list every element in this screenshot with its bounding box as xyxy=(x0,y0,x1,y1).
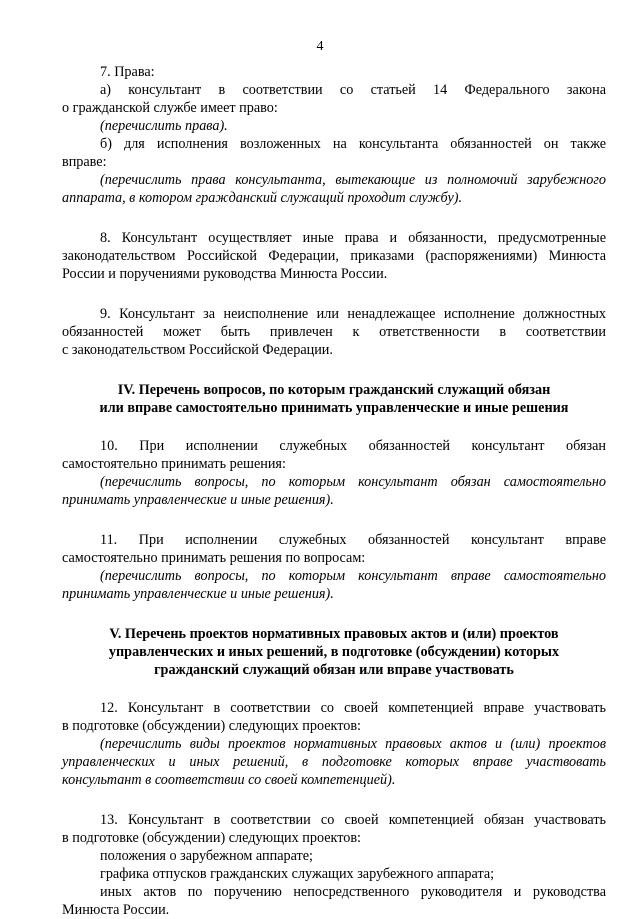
section-11 xyxy=(62,531,606,603)
section-11-line2: самостоятельно принимать решения по вопросам: xyxy=(62,550,366,566)
section-9-line3: с законодательством Российской Федерации. xyxy=(62,342,333,358)
document-body xyxy=(62,63,606,919)
heading-v-line3: гражданский служащий обязан или вправе участвовать xyxy=(154,662,514,678)
section-13-item1: положения о зарубежном аппарате; xyxy=(100,848,313,864)
section-7 xyxy=(62,63,606,207)
section-12-note-line1: (перечислить виды проектов нормативных правовых актов и (или) проектов xyxy=(100,736,606,752)
section-11-note-line1: (перечислить вопросы, по которым консультант вправе самостоятельно xyxy=(100,568,606,584)
heading-section-v xyxy=(62,625,606,679)
section-7-a-line1: а) консультант в соответствии со статьей 14 Федерального закона xyxy=(100,82,606,98)
section-9-line2: обязанностей может быть привлечен к ответственности в соответствии xyxy=(62,324,606,340)
section-7-title: 7. Права: xyxy=(100,64,155,80)
section-10 xyxy=(62,437,606,509)
section-7-b-note-line2: аппарата, в котором гражданский служащий проходит службу). xyxy=(62,190,463,206)
section-12-note-line2: управленческих и иных решений, в подготовке которых вправе участвовать xyxy=(62,754,606,770)
section-10-line1: 10. При исполнении служебных обязанностей консультант обязан xyxy=(100,438,606,454)
section-13-line2: в подготовке (обсуждении) следующих проектов: xyxy=(62,830,361,846)
section-7-a-line2: о гражданской службе имеет право: xyxy=(62,100,278,116)
section-7-b-line2: вправе: xyxy=(62,154,107,170)
section-9 xyxy=(62,305,606,359)
section-13-line1: 13. Консультант в соответствии со своей компетенцией обязан участвовать xyxy=(100,812,606,828)
section-8-line3: России и поручениями руководства Минюста России. xyxy=(62,266,388,282)
section-13-item2: графика отпусков гражданских служащих зарубежного аппарата; xyxy=(100,866,495,882)
section-12-line1: 12. Консультант в соответствии со своей компетенцией вправе участвовать xyxy=(100,700,606,716)
section-7-a-note: (перечислить права). xyxy=(100,118,228,134)
heading-section-iv xyxy=(62,381,606,417)
section-11-note-line2: принимать управленческие и иные решения). xyxy=(62,586,334,602)
section-8-line1: 8. Консультант осуществляет иные права и обязанности, предусмотренные xyxy=(100,230,606,246)
heading-v-line1: V. Перечень проектов нормативных правовых актов и (или) проектов xyxy=(109,626,559,642)
section-13-item3-line1: иных актов по поручению непосредственного руководителя и руководства xyxy=(100,884,606,900)
section-11-line1: 11. При исполнении служебных обязанностей консультант вправе xyxy=(100,532,606,548)
heading-iv-line2: или вправе самостоятельно принимать управленческие и иные решения xyxy=(99,400,569,416)
section-13 xyxy=(62,811,606,919)
section-8-line2: законодательством Российской Федерации, приказами (распоряжениями) Минюста xyxy=(62,248,606,264)
section-13-item3-line2: Минюста России. xyxy=(62,902,170,918)
section-8 xyxy=(62,229,606,283)
section-10-note-line2: принимать управленческие и иные решения). xyxy=(62,492,334,508)
section-12 xyxy=(62,699,606,789)
heading-v-line2: управленческих и иных решений, в подготовке (обсуждении) которых xyxy=(108,644,560,660)
heading-iv-line1: IV. Перечень вопросов, по которым гражданский служащий обязан xyxy=(117,382,551,398)
section-10-line2: самостоятельно принимать решения: xyxy=(62,456,286,472)
section-7-b-note-line1: (перечислить права консультанта, вытекающие из полномочий зарубежного xyxy=(100,172,606,188)
section-7-b-line1: б) для исполнения возложенных на консультанта обязанностей он также xyxy=(100,136,606,152)
section-9-line1: 9. Консультант за неисполнение или ненадлежащее исполнение должностных xyxy=(100,306,606,322)
section-12-note-line3: консультант в соответствии со своей компетенцией). xyxy=(62,772,396,788)
section-10-note-line1: (перечислить вопросы, по которым консультант обязан самостоятельно xyxy=(100,474,606,490)
page-number: 4 xyxy=(316,39,324,54)
section-12-line2: в подготовке (обсуждении) следующих проектов: xyxy=(62,718,361,734)
